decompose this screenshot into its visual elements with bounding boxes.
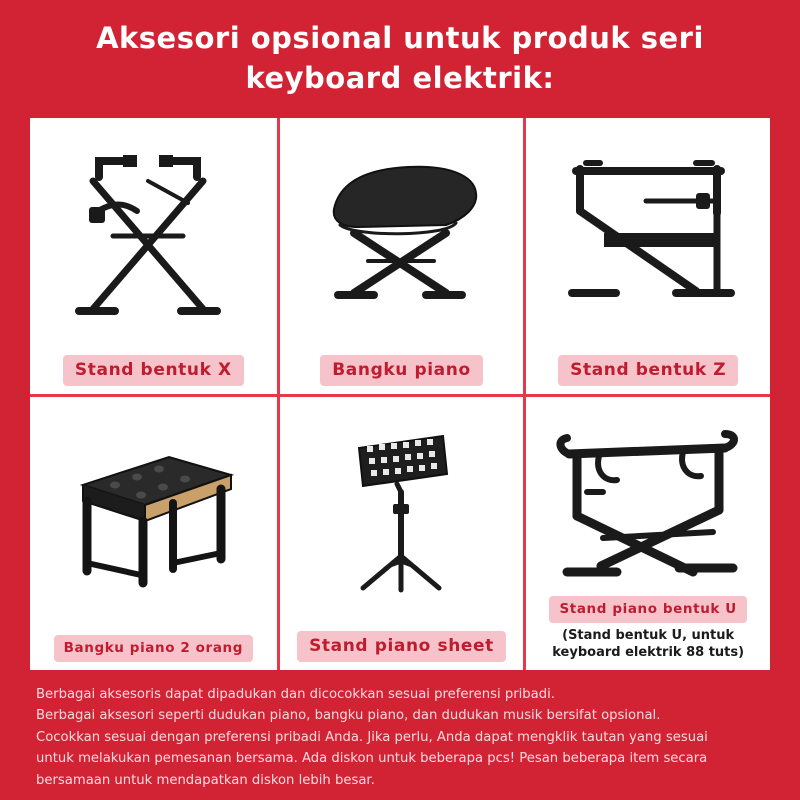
- accessories-grid: [30, 118, 770, 670]
- footer-description: [36, 684, 766, 791]
- footer-line-3: Cocokkan sesuai dengan preferensi pribadi Anda. Jika perlu, Anda dapat mengklik tautan yang sesuai: [36, 729, 708, 745]
- footer-line-4: untuk melakukan pemesanan bersama. Ada diskon untuk beberapa pcs! Pesan beberapa item secara: [36, 751, 708, 767]
- keyboard-stand-z-icon: [526, 124, 770, 342]
- accessory-sublabel: (Stand bentuk U, untuk keyboard elektrik 88 tuts): [552, 628, 745, 661]
- accessory-label: Bangku piano 2 orang: [54, 635, 253, 662]
- accessory-cell-stand-z[interactable]: [523, 118, 770, 394]
- accessory-label: Stand piano bentuk U: [549, 596, 746, 623]
- accessory-cell-stand-u[interactable]: [523, 394, 770, 670]
- piano-bench-icon: [280, 124, 524, 342]
- page-title-line-2: keyboard elektrik:: [245, 61, 555, 96]
- accessory-cell-piano-bench[interactable]: [277, 118, 524, 394]
- accessory-cell-music-sheet-stand[interactable]: [277, 394, 524, 670]
- piano-bench-duet-icon: [30, 403, 277, 618]
- accessory-label: Stand piano sheet: [297, 631, 506, 662]
- footer-line-5: bersamaan untuk mendapatkan diskon lebih besar.: [36, 772, 375, 788]
- footer-line-2: Berbagai aksesori seperti dudukan piano, bangku piano, dan dudukan musik bersifat opsional.: [36, 708, 661, 724]
- music-sheet-stand-icon: [280, 403, 524, 618]
- footer-line-1: Berbagai aksesoris dapat dipadukan dan dicocokkan sesuai preferensi pribadi.: [36, 687, 555, 702]
- keyboard-stand-u-icon: [526, 403, 770, 618]
- accessory-cell-stand-x[interactable]: [30, 118, 277, 394]
- accessories-card: [30, 118, 770, 670]
- page-title-line-1: Aksesori opsional untuk produk seri: [96, 21, 704, 55]
- accessory-cell-piano-bench-duet[interactable]: [30, 394, 277, 670]
- accessory-label: Stand bentuk X: [63, 355, 244, 386]
- accessory-label: Bangku piano: [320, 355, 482, 386]
- keyboard-stand-x-icon: [30, 124, 277, 342]
- page-title: [0, 0, 800, 104]
- accessory-label: Stand bentuk Z: [558, 355, 738, 386]
